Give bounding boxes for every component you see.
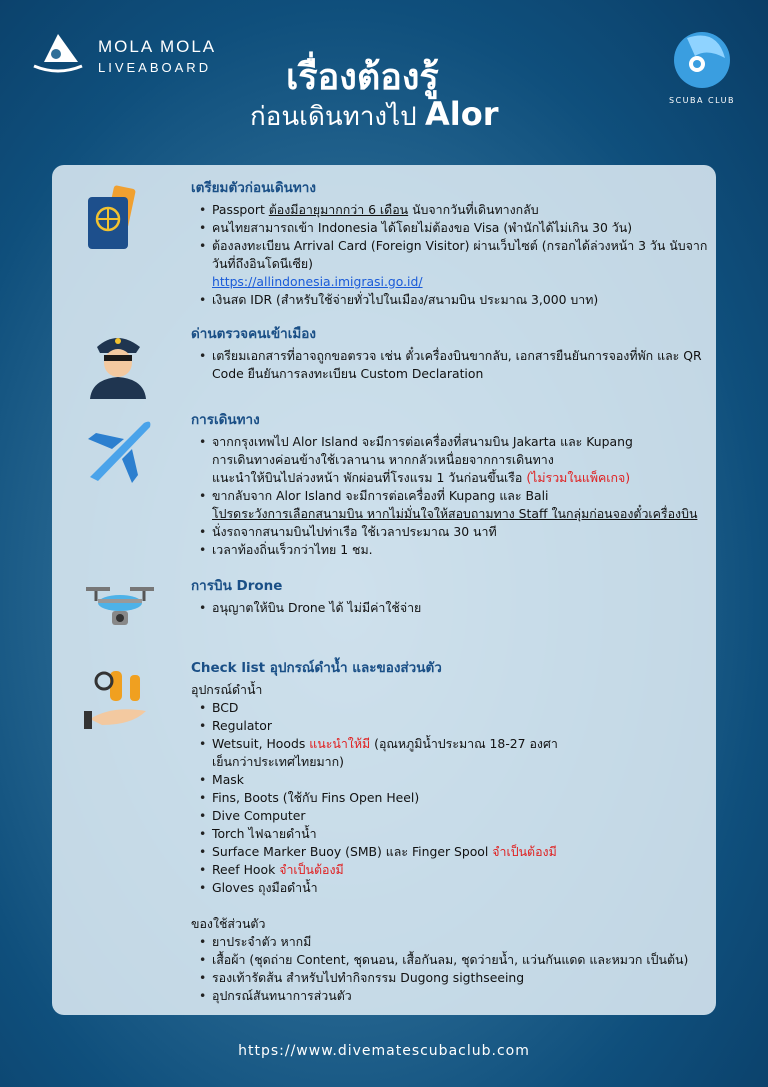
immigration-officer-icon <box>82 329 152 405</box>
text-segment: ยาประจำตัว หากมี <box>212 934 312 949</box>
text-segment: ต้องมีอายุมากกว่า 6 เดือน <box>268 202 409 217</box>
text-segment: เตรียมเอกสารที่อาจถูกขอตรวจ เช่น ตั๋วเครื่องบินขากลับ, เอกสารยืนยันการจองที่พัก และ QR Code ยืนยันการลงทะเบียน Custom Declaration <box>212 348 702 381</box>
passport-icon <box>82 183 142 257</box>
list-item <box>191 987 688 1005</box>
list-item <box>191 717 688 735</box>
section-heading: การบิน Drone <box>191 578 283 594</box>
list-item <box>191 347 716 383</box>
list-item <box>191 487 697 523</box>
dolphin-logo-icon <box>667 28 737 90</box>
text-segment: Mask <box>212 772 244 787</box>
list-item <box>191 771 688 789</box>
text-segment[interactable]: https://allindonesia.imigrasi.go.id/ <box>212 274 423 289</box>
text-segment: เงินสด IDR (สำหรับใช้จ่ายทั่วไปในเมือง/สนามบิน ประมาณ 3,000 บาท) <box>212 292 599 307</box>
text-segment: นั่งรถจากสนามบินไปท่าเรือ ใช้เวลาประมาณ 30 นาที <box>212 524 497 539</box>
group-label: อุปกรณ์ดำน้ำ <box>191 682 263 697</box>
list-item <box>191 879 688 897</box>
section-body <box>191 411 697 559</box>
list-item <box>191 699 688 717</box>
text-segment: Surface Marker Buoy (SMB) และ Finger Spool <box>212 844 493 859</box>
text-segment: นับจากวันที่เดินทางกลับ <box>408 202 539 217</box>
text-segment: เย็นกว่าประเทศไทยมาก) <box>212 754 344 769</box>
text-segment: จำเป็นต้องมี <box>279 862 344 877</box>
text-segment: Dive Computer <box>212 808 306 823</box>
text-segment: เวลาท้องถิ่นเร็วกว่าไทย 1 ชม. <box>212 542 373 557</box>
list-item <box>191 201 716 219</box>
list-item <box>191 735 688 771</box>
list-item <box>191 541 697 559</box>
mola-mola-logo: MOLA MOLA LIVEABOARD <box>28 32 216 80</box>
website-url[interactable]: https://www.divematescubaclub.com <box>238 1043 530 1059</box>
section-heading: Check list อุปกรณ์ดำน้ำ และของส่วนตัว <box>191 660 442 676</box>
text-segment: BCD <box>212 700 239 715</box>
text-segment: อนุญาตให้บิน Drone ได้ ไม่มีค่าใช้จ่าย <box>212 600 422 615</box>
text-segment: Gloves ถุงมือดำน้ำ <box>212 880 318 895</box>
text-segment: โปรดระวังการเลือกสนามบิน หากไม่มั่นใจให้สอบถามทาง Staff ในกลุ่มก่อนจองตั๋วเครื่องบิน <box>212 506 698 521</box>
section-body <box>191 179 716 309</box>
section-body <box>191 325 716 383</box>
text-segment: Regulator <box>212 718 272 733</box>
sailboat-logo-icon <box>28 32 88 80</box>
text-segment: (ไม่รวมในแพ็คเกจ) <box>526 470 631 485</box>
info-panel <box>52 165 716 1015</box>
text-segment: จำเป็นต้องมี <box>492 844 557 859</box>
list-item <box>191 523 697 541</box>
section-heading: เตรียมตัวก่อนเดินทาง <box>191 180 316 196</box>
text-segment: ขากลับจาก Alor Island จะมีการต่อเครื่องที่ Kupang และ Bali <box>212 488 549 503</box>
section-body <box>191 659 688 1005</box>
text-segment: คนไทยสามารถเข้า Indonesia ได้โดยไม่ต้องขอ Visa (พำนักได้ไม่เกิน 30 วัน) <box>212 220 633 235</box>
section-heading: การเดินทาง <box>191 412 260 428</box>
text-segment: ต้องลงทะเบียน Arrival Card (Foreign Visitor) ผ่านเว็บไซต์ (กรอกได้ล่วงหน้า 3 วัน นับจากวันที่ถึงอินโดนีเซีย) <box>212 238 708 271</box>
text-segment: แนะนำให้มี <box>309 736 371 751</box>
dive-gear-icon <box>82 667 152 735</box>
text-segment: (อุณหภูมิน้ำประมาณ 18-27 องศา <box>370 736 558 751</box>
list-item <box>191 807 688 825</box>
text-segment: Wetsuit, Hoods <box>212 736 310 751</box>
text-segment: Reef Hook <box>212 862 280 877</box>
airplane-icon <box>82 415 158 489</box>
list-item <box>191 599 421 617</box>
text-segment: เสื้อผ้า (ชุดถ่าย Content, ชุดนอน, เสื้อกันลม, ชุดว่ายน้ำ, แว่นกันแดด และหมวก เป็นต้น) <box>212 952 689 967</box>
header: MOLA MOLA LIVEABOARD เรื่องต้องรู้ ก่อนเดินทางไป Alor SCUBA CLUB <box>0 0 768 160</box>
text-segment: จากกรุงเทพไป Alor Island จะมีการต่อเครื่องที่สนามบิน Jakarta และ Kupang <box>212 434 633 449</box>
list-item <box>191 843 688 861</box>
list-item <box>191 291 716 309</box>
list-item <box>191 825 688 843</box>
list-item <box>191 969 688 987</box>
group-label: ของใช้ส่วนตัว <box>191 916 266 931</box>
text-segment: Fins, Boots (ใช้กับ Fins Open Heel) <box>212 790 420 805</box>
section-body <box>191 577 421 617</box>
divemate-logo: SCUBA CLUB <box>664 28 740 105</box>
list-item <box>191 219 716 237</box>
list-item <box>191 237 716 291</box>
text-segment: Passport <box>212 202 269 217</box>
text-segment: Torch ไฟฉายดำน้ำ <box>212 826 317 841</box>
drone-icon <box>82 581 158 641</box>
text-segment: แนะนำให้บินไปล่วงหน้า พักผ่อนที่โรงแรม 1 วันก่อนขึ้นเรือ <box>212 470 527 485</box>
list-item <box>191 789 688 807</box>
text-segment: อุปกรณ์สันทนาการส่วนตัว <box>212 988 352 1003</box>
section-heading: ด่านตรวจคนเข้าเมือง <box>191 326 316 342</box>
text-segment: รองเท้ารัดส้น สำหรับไปทำกิจกรรม Dugong sigthseeing <box>212 970 525 985</box>
list-item <box>191 933 688 951</box>
list-item <box>191 433 697 487</box>
list-item <box>191 861 688 879</box>
text-segment: การเดินทางค่อนข้างใช้เวลานาน หากกลัวเหนื่อยจากการเดินทาง <box>212 452 554 467</box>
list-item <box>191 951 688 969</box>
